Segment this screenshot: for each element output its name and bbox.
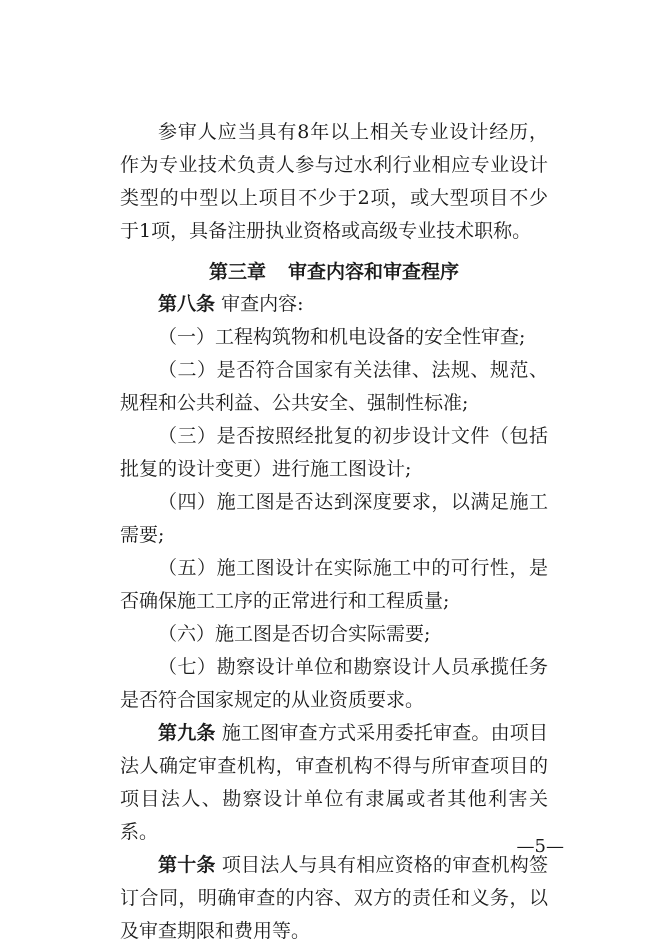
article-8-item-5: （五）施工图设计在实际施工中的可行性，是否确保施工工序的正常进行和工程质量;	[120, 557, 548, 612]
article-8-item-2: （二）是否符合国家有关法律、法规、规范、规程和公共利益、公共安全、强制性标准;	[120, 359, 548, 414]
intro-section	[120, 116, 548, 248]
chapter-title: 审查内容和审查程序	[288, 261, 460, 283]
article-8-label: 第八条	[158, 293, 216, 315]
article-8-text: 审查内容:	[221, 293, 304, 315]
article-8-heading	[120, 288, 548, 321]
articles-section	[120, 288, 548, 948]
article-10-label: 第十条	[158, 854, 216, 876]
article-9-text: 施工图审查方式采用委托审查。由项目法人确定审查机构，审查机构不得与所审查项目的项目法人、勘察设计单位有隶属或者其他利害关系。	[120, 722, 548, 843]
article-8-item-4: （四）施工图是否达到深度要求，以满足施工需要;	[120, 491, 548, 546]
chapter-number: 第三章	[208, 261, 266, 283]
article-8-item-6: （六）施工图是否切合实际需要;	[158, 623, 431, 645]
article-10	[120, 849, 548, 948]
article-8-item-1: （一）工程构筑物和机电设备的安全性审查;	[158, 326, 526, 348]
page-number: —5—	[516, 836, 564, 857]
intro-paragraph: 参审人应当具有8年以上相关专业设计经历，作为专业技术负责人参与过水利行业相应专业设计类型的中型以上项目不少于2项，或大型项目不少于1项，具备注册执业资格或高级专业技术职称。	[120, 121, 548, 242]
article-9-label: 第九条	[158, 722, 216, 744]
chapter-heading	[120, 256, 548, 289]
article-10-text: 项目法人与具有相应资格的审查机构签订合同，明确审查的内容、双方的责任和义务，以及审查期限和费用等。	[120, 854, 548, 942]
article-9	[120, 717, 548, 849]
article-8-item-3: （三）是否按照经批复的初步设计文件（包括批复的设计变更）进行施工图设计;	[120, 425, 548, 480]
article-8-item-7: （七）勘察设计单位和勘察设计人员承揽任务是否符合国家规定的从业资质要求。	[120, 656, 548, 711]
